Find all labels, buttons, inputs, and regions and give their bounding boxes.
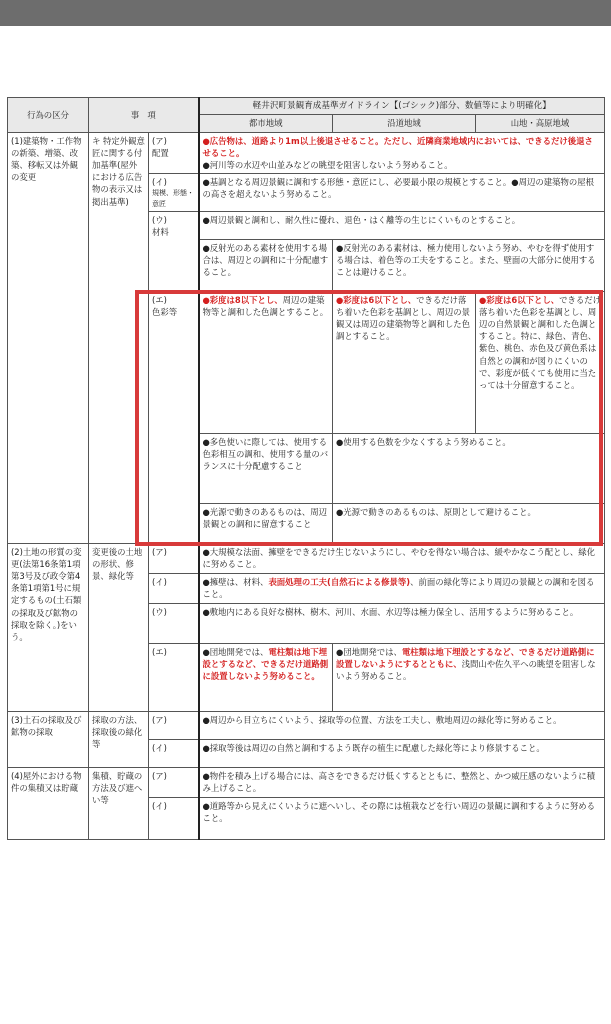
- urban-cell: ●反射光のある素材を使用する場合は、周辺との調和に十分配慮すること。: [199, 239, 333, 291]
- roadside-mountain-cell: ●使用する色数を少なくするよう努めること。: [333, 433, 605, 503]
- roadside-mountain-cell: ●反射光のある素材は、極力使用しないよう努め、やむを得ず使用する場合は、着色等の工夫をすること。また、壁面の大部分に使用することは避けること。: [333, 239, 605, 291]
- section3-category: (3)土石の採取及び鉱物の採取: [8, 711, 89, 767]
- urban-color-cell: ●彩度は8以下とし、周辺の建築物等と調和した色調とすること。: [199, 291, 333, 433]
- row-label: (イ): [149, 573, 199, 603]
- row-label: (ウ): [149, 603, 199, 643]
- section3-subject: 採取の方法、採取後の緑化等: [89, 711, 149, 767]
- urban-cell: ●多色使いに際しては、使用する色彩相互の調和、使用する量のバランスに十分配慮すること: [199, 433, 333, 503]
- urban-cell: ●団地開発では、電柱類は地下埋設とするなど、できるだけ道路側に設置しないよう努めること。: [199, 643, 333, 711]
- roadside-mountain-cell: ●団地開発では、電柱類は地下埋設とするなど、できるだけ道路側に設置しないようにするとともに、浅間山や佐久平への眺望を阻害しないよう努めること。: [333, 643, 605, 711]
- row-label: (エ) 色彩等: [149, 291, 199, 543]
- row-label: (ア): [149, 543, 199, 573]
- row-label: (ア): [149, 767, 199, 797]
- section2-category: (2)土地の形質の変更(法第16条第1項第3号及び政令第4条第1項第1号に規定するもの(土石類の採取及び鉱物の採取を除く。)をいう。: [8, 543, 89, 711]
- section4-subject: 集積、貯蔵の方法及び遮へい等: [89, 767, 149, 839]
- guideline-document: [7, 97, 604, 857]
- row-content: ●道路等から見えにくいように遮へいし、その際には植栽などを行い周辺の景観に調和するように努めること。: [199, 797, 605, 839]
- header-guide-title: 軽井沢町景観育成基準ガイドライン【(ゴシック)部分、数値等により明確化】: [199, 98, 605, 115]
- mountain-color-cell: ●彩度は6以下とし、できるだけ落ち着いた色彩を基調とし、周辺の自然景観と調和した色調とすること。特に、緑色、青色、紫色、桃色、赤色及び黄色系は自然との調和が図りにくいので、彩度が低くても使用に当たっては十分留意すること。: [476, 291, 605, 433]
- row-content: ●広告物は、道路より1m以上後退させること。ただし、近隣商業地域内においては、できるだけ後退させること。 ●河川等の水辺や山並みなどの眺望を阻害しないよう努めること。: [199, 132, 605, 174]
- row-content: ●敷地内にある良好な樹林、樹木、河川、水面、水辺等は極力保全し、活用するように努めること。: [199, 603, 605, 643]
- row-label: (イ): [149, 797, 199, 839]
- row-content: ●周辺景観と調和し、耐久性に優れ、退色・はく離等の生じにくいものとすること。: [199, 211, 605, 239]
- top-status-bar: [0, 0, 611, 26]
- row-content: ●周辺から目立ちにくいよう、採取等の位置、方法を工夫し、敷地周辺の緑化等に努めること。: [199, 711, 605, 739]
- row-content: ●物件を積み上げる場合には、高さをできるだけ低くするとともに、整然と、かつ威圧感のないように積み上げること。: [199, 767, 605, 797]
- zone-urban: 都市地域: [199, 115, 333, 132]
- row-label: (イ) 規模、形態・意匠: [149, 174, 199, 211]
- row-label: (ウ) 材料: [149, 211, 199, 291]
- section4-category: (4)屋外における物件の集積又は貯蔵: [8, 767, 89, 839]
- row-label: (ア) 配置: [149, 132, 199, 174]
- row-content: ●採取等後は周辺の自然と調和するよう既存の植生に配慮した緑化等により修景すること。: [199, 739, 605, 767]
- header-category: 行為の区分: [8, 98, 89, 133]
- urban-cell: ●光源で動きのあるものは、周辺景観との調和に留意すること: [199, 503, 333, 543]
- guideline-table: [7, 97, 605, 840]
- roadside-mountain-cell: ●光源で動きのあるものは、原則として避けること。: [333, 503, 605, 543]
- roadside-color-cell: ●彩度は6以下とし、できるだけ落ち着いた色彩を基調とし、周辺の景観又は周辺の建築物等と調和した色調とすること。: [333, 291, 476, 433]
- row-content: ●基調となる周辺景観に調和する形態・意匠にし、必要最小限の規模とすること。●周辺の建築物の屋根の高さを超えないよう努めること。: [199, 174, 605, 211]
- header-item: 事 項: [89, 98, 199, 133]
- section1-category: (1)建築物・工作物の新築、増築、改築、移転又は外観の変更: [8, 132, 89, 543]
- row-content: ●大規模な法面、擁壁をできるだけ生じないようにし、やむを得ない場合は、緩やかなこう配とし、緑化に努めること。: [199, 543, 605, 573]
- row-label: (イ): [149, 739, 199, 767]
- zone-roadside: 沿道地域: [333, 115, 476, 132]
- row-label: (ア): [149, 711, 199, 739]
- zone-mountain: 山地・高原地域: [476, 115, 605, 132]
- row-content: ●擁壁は、材料、表面処理の工夫(自然石による修景等)、前面の緑化等により周辺の景観との調和を図ること。: [199, 573, 605, 603]
- section1-subject: キ 特定外観意匠に関する付加基準(屋外における広告物の表示又は掲出基準): [89, 132, 149, 543]
- section2-subject: 変更後の土地の形状、修景、緑化等: [89, 543, 149, 711]
- row-label: (エ): [149, 643, 199, 711]
